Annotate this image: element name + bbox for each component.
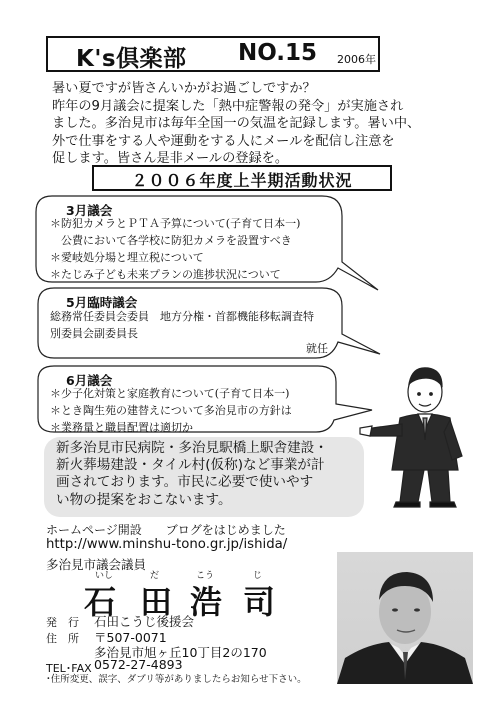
- intro-line: ました。多治見市は毎年全国一の気温を記録します。暑い中、: [52, 116, 421, 132]
- furigana: じ: [253, 571, 263, 581]
- publisher-value: 石田こうじ後援会: [94, 614, 195, 629]
- newsletter-title: K's倶楽部: [76, 46, 187, 72]
- session-march-items: [50, 215, 300, 283]
- session-may-title: 5月臨時議会: [66, 295, 138, 310]
- session-march-title: 3月議会: [66, 203, 113, 218]
- portrait-graphic: [337, 552, 473, 684]
- footer-note: ･住所変更、誤字、ダブリ等がありましたらお知らせ下さい。: [46, 674, 307, 685]
- session-item: 総務常任委員会委員 地方分権・首都機能移転調査特: [50, 310, 314, 323]
- session-item: ＊とき陶生苑の建替えについて多治見市の方針は: [50, 404, 292, 417]
- session-item: 別委員会副委員長: [50, 327, 138, 340]
- projects-line: い物の提案をおこないます。: [56, 491, 232, 508]
- homepage-caption: ホームページ開設 ブログをはじめました: [46, 523, 286, 537]
- session-item: ＊愛岐処分場と埋立税について: [50, 251, 204, 264]
- session-item: ＊防犯カメラとＰＴＡ予算について(子育て日本一): [50, 217, 301, 230]
- member-title: 多治見市議会議員: [46, 557, 147, 572]
- issue-number: NO.15: [238, 40, 318, 66]
- projects-line: 新多治見市民病院・多治見駅橋上駅舎建設・: [56, 440, 328, 456]
- address-label: 住 所: [46, 632, 79, 645]
- section-heading: ２００６年度上半期活動状況: [131, 171, 353, 190]
- session-june-title: 6月議会: [66, 373, 113, 388]
- session-item: ＊たじみ子ども未来プランの進捗状況について: [50, 268, 281, 281]
- name-character: 田: [140, 583, 173, 621]
- projects-text: [56, 440, 328, 509]
- projects-line: 新火葬場建設・タイル村(仮称)など事業が計: [56, 457, 325, 474]
- session-may-appointment: 就任: [306, 342, 328, 355]
- issue-year: 2006年: [337, 53, 376, 66]
- portrait-photo: [337, 552, 473, 684]
- tel-value: 0572-27-4893: [94, 657, 183, 672]
- session-item: ＊少子化対策と家庭教育について(子育て日本一): [50, 387, 290, 400]
- tel-label: TEL･FAX: [46, 662, 92, 675]
- name-character: 石: [84, 583, 117, 621]
- furigana: いし: [95, 571, 114, 581]
- intro-line: 促します。皆さん是非メールの登録を。: [52, 151, 289, 167]
- session-june-items: [50, 385, 292, 436]
- furigana: だ: [150, 571, 160, 581]
- intro-line: 昨年の9月議会に提案した「熱中症警報の発令」が実施され: [52, 98, 404, 114]
- intro-line: 外で仕事をする人や運動をする人にメールを配信し注意を: [52, 133, 395, 149]
- address-value: 多治見市旭ヶ丘10丁目2の170: [94, 645, 267, 660]
- intro-line: 暑い夏ですが皆さんいかがお過ごしですか？: [52, 81, 316, 96]
- furigana: こう: [196, 571, 215, 581]
- session-item: 公費において各学校に防犯カメラを設置すべき: [50, 234, 292, 247]
- pointing-man-illustration: [360, 368, 462, 507]
- session-item: ＊業務量と職員配置は適切か: [50, 421, 193, 434]
- publisher-label: 発 行: [46, 616, 79, 629]
- name-character: 司: [243, 583, 276, 621]
- name-character: 浩: [190, 583, 223, 621]
- session-may-items: [50, 308, 314, 342]
- projects-line: 画されております。市民に必要で使いやす: [56, 474, 314, 491]
- postal-code: 〒507-0071: [94, 630, 167, 645]
- homepage-url[interactable]: http://www.minshu-tono.gr.jp/ishida/: [46, 537, 288, 552]
